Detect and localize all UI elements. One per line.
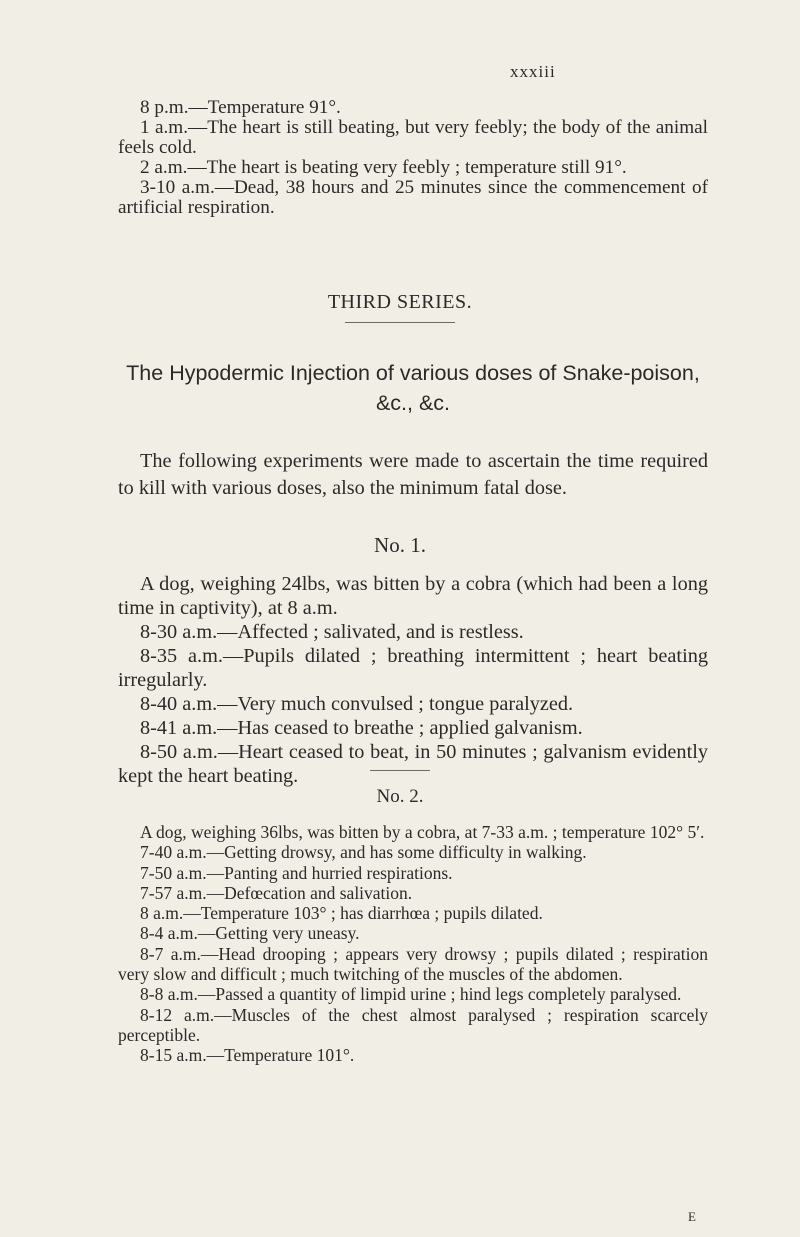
entry-time: 8-15 a.m. (140, 1045, 207, 1066)
entry (118, 923, 708, 943)
entry (118, 692, 708, 716)
entry-time: 8-12 a.m. (140, 1004, 215, 1025)
divider (370, 770, 430, 771)
opening-time: a.m. (518, 822, 549, 842)
entry-text: —Temperature 101°. (206, 1045, 355, 1066)
entry (118, 158, 708, 178)
entry-time: 8 p.m. (140, 97, 189, 118)
entry-text: —Pupils dilated ; breathing intermittent ; heart beating irregularly. (118, 645, 708, 691)
entry-text: —The heart is still beating, but very feebly; the body of the animal feels cold. (118, 117, 708, 158)
entry-text: —Panting and hurried respirations. (206, 862, 453, 883)
entry-time: 7-40 a.m. (140, 842, 207, 863)
entry (118, 903, 708, 923)
intro-paragraph: The following experiments were made to ascertain the time required to kill with various doses, also the minimum fatal dose. (118, 450, 708, 499)
experiment-opening (118, 822, 708, 842)
entry-time: 8-50 a.m. (140, 741, 218, 763)
entry (118, 740, 708, 788)
divider (345, 322, 455, 323)
entry-text: —Has ceased to breathe ; applied galvanism. (217, 717, 583, 739)
entry-text: —Getting very uneasy. (197, 923, 360, 944)
entry-time: 8-8 a.m. (140, 984, 198, 1005)
entry-time: 1 a.m. (140, 117, 188, 138)
entry (118, 178, 708, 218)
opening-time: a.m. (302, 597, 338, 619)
entry-text: —The heart is beating very feebly ; temperature still 91°. (187, 157, 627, 178)
entry-time: 2 a.m. (140, 157, 188, 178)
entry-time: 7-50 a.m. (140, 862, 207, 883)
entry (118, 984, 708, 1004)
entry-time: 8-4 a.m. (140, 923, 198, 944)
entry-time: 8-41 a.m. (140, 717, 218, 739)
page-number: xxxiii (510, 62, 556, 81)
entry-time: 8 a.m. (140, 903, 184, 924)
opening-tail: ; temperature 102° 5′. (552, 822, 705, 842)
experiment-heading: No. 2. (376, 786, 424, 807)
entry (118, 883, 708, 903)
series-heading: THIRD SERIES. (327, 291, 473, 313)
section-title: The Hypodermic Injection of various doses of Snake-poison, &c., &c. (126, 361, 700, 415)
opening-text: A dog, weighing 24lbs, was bitten by a cobra (which had been a long time in captivity), at 8 (118, 573, 708, 619)
entry-text: —Head drooping ; appears very drowsy ; pupils dilated ; respiration very slow and difficult ; much twitching of the muscles of the abdomen. (118, 943, 708, 985)
entry-text: —Temperature 103° ; has diarrhœa ; pupils dilated. (183, 903, 543, 924)
entry-time: 8-35 a.m. (140, 645, 223, 667)
entry (118, 944, 708, 985)
entry-time: 8-7 a.m. (140, 943, 201, 964)
signature-mark: E (688, 1209, 696, 1224)
entry (118, 620, 708, 644)
entry-time: 7-57 a.m. (140, 882, 207, 903)
entry (118, 842, 708, 862)
entry (118, 118, 708, 158)
experiment-1 (118, 572, 708, 788)
entry-text: —Passed a quantity of limpid urine ; hind legs completely paralysed. (197, 984, 682, 1005)
experiment-2 (118, 822, 708, 1066)
entry-text: —Temperature 91°. (188, 97, 341, 118)
entry-time: 3-10 a.m. (140, 177, 215, 198)
entry-text: —Muscles of the chest almost paralysed ; respiration scarcely perceptible. (118, 1004, 708, 1045)
entry-text: —Affected ; salivated, and is restless. (217, 621, 524, 643)
entry (118, 1005, 708, 1046)
experiment-heading: No. 1. (374, 533, 426, 557)
entry (118, 716, 708, 740)
entry-text: —Getting drowsy, and has some difficulty in walking. (206, 842, 587, 863)
entry-text: —Dead, 38 hours and 25 minutes since the commencement of artificial respiration. (118, 177, 708, 218)
entry-text: —Very much convulsed ; tongue paralyzed. (217, 693, 574, 715)
entry (118, 863, 708, 883)
entry-text: —Defœcation and salivation. (206, 882, 413, 903)
entry (118, 98, 708, 118)
entry-time: 8-30 a.m. (140, 621, 218, 643)
entry (118, 1045, 708, 1065)
opening-text: A dog, weighing 36lbs, was bitten by a cobra, at 7-33 (140, 822, 514, 842)
entry-text: —Heart ceased to beat, in 50 minutes ; galvanism evidently kept the heart beating. (118, 741, 708, 787)
entry (118, 644, 708, 692)
continuation-entries (118, 98, 708, 218)
entry-time: 8-40 a.m. (140, 693, 218, 715)
experiment-opening (118, 572, 708, 620)
